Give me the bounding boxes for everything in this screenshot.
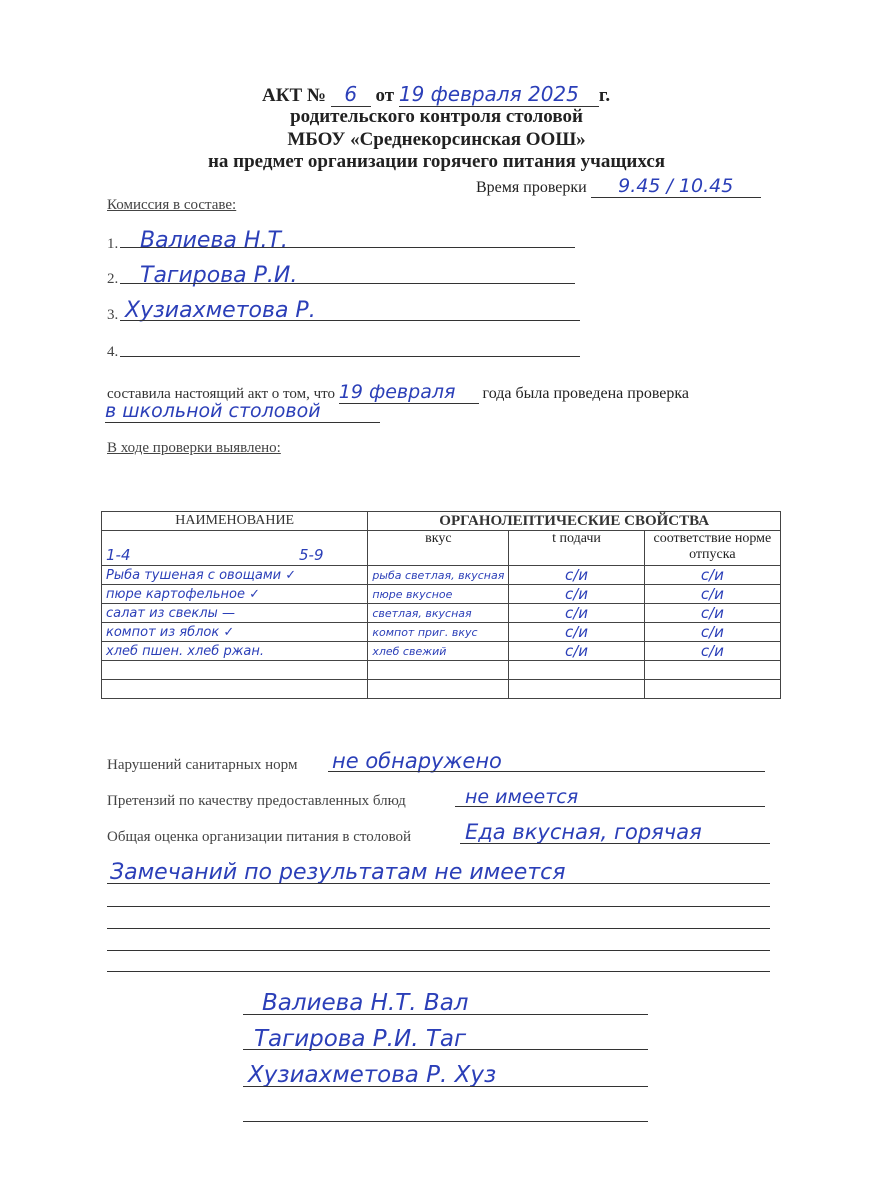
check-time-value: 9.45 / 10.45 xyxy=(591,175,761,198)
table-row xyxy=(102,623,781,642)
member-num-1: 1. xyxy=(107,236,119,252)
act-prefix: АКТ № xyxy=(262,85,327,106)
member-name-1: Валиева Н.Т. xyxy=(140,228,288,253)
col-name-header: НАИМЕНОВАНИЕ xyxy=(102,512,368,531)
statement-prefix: составила настоящий акт о том, что xyxy=(107,386,336,402)
col-taste-header: вкус xyxy=(368,531,509,566)
dish-name: компот из яблок ✓ xyxy=(102,623,368,642)
violations-value: не обнаружено xyxy=(332,749,502,773)
table-row xyxy=(102,680,781,699)
member-line-1 xyxy=(120,247,575,248)
dish-temp: с/и xyxy=(509,604,644,623)
member-num-4: 4. xyxy=(107,344,119,360)
dish-temp xyxy=(509,661,644,680)
member-line-4 xyxy=(120,356,580,357)
dish-taste: рыба светлая, вкусная xyxy=(368,566,509,585)
dish-taste xyxy=(368,680,509,699)
remarks-value: Замечаний по результатам не имеется xyxy=(110,860,566,885)
act-title-line xyxy=(262,82,610,107)
statement-date: 19 февраля xyxy=(339,381,479,404)
signature-line-4 xyxy=(243,1121,648,1122)
member-num-3: 3. xyxy=(107,307,119,323)
table-header-row xyxy=(102,512,781,531)
check-time xyxy=(476,175,761,198)
member-line-3 xyxy=(120,320,580,321)
member-name-2: Тагирова Р.И. xyxy=(140,263,298,288)
col-temp-header: t подачи xyxy=(509,531,644,566)
blank-line-3 xyxy=(107,950,770,951)
dish-norm: с/и xyxy=(644,604,780,623)
dish-name: Рыба тушеная с овощами ✓ xyxy=(102,566,368,585)
dish-name: салат из свеклы — xyxy=(102,604,368,623)
group-cell xyxy=(102,531,368,566)
check-time-label: Время проверки xyxy=(476,179,587,196)
act-number: 6 xyxy=(331,82,371,107)
claims-label: Претензий по качеству предоставленных блюд xyxy=(107,793,406,809)
dish-name: хлеб пшен. хлеб ржан. xyxy=(102,642,368,661)
dish-norm: с/и xyxy=(644,585,780,604)
dish-temp: с/и xyxy=(509,642,644,661)
act-suffix: г. xyxy=(598,85,611,106)
title-line-4: на предмет организации горячего питания учащихся xyxy=(207,151,666,172)
member-num-2: 2. xyxy=(107,271,119,287)
statement-suffix: года была проведена проверка xyxy=(482,385,690,402)
dish-temp xyxy=(509,680,644,699)
dish-norm: с/и xyxy=(644,642,780,661)
blank-line-4 xyxy=(107,971,770,972)
dish-norm xyxy=(644,661,780,680)
dish-taste: светлая, вкусная xyxy=(368,604,509,623)
table-row xyxy=(102,642,781,661)
dish-temp: с/и xyxy=(509,566,644,585)
statement-place: в школьной столовой xyxy=(105,400,380,423)
table-row xyxy=(102,661,781,680)
title-line-3: МБОУ «Среднекорсинская ООШ» xyxy=(287,129,586,150)
table-row xyxy=(102,604,781,623)
signature-line-2 xyxy=(243,1049,648,1050)
claims-line xyxy=(455,806,765,807)
signature-3: Хузиахметова Р. Хуз xyxy=(248,1062,497,1088)
title-line-2: родительского контроля столовой xyxy=(290,106,583,127)
claims-value: не имеется xyxy=(465,786,579,808)
signature-line-3 xyxy=(243,1086,648,1087)
member-name-3: Хузиахметова Р. xyxy=(125,298,316,323)
assessment-label: Общая оценка организации питания в столовой xyxy=(107,829,412,845)
dish-temp: с/и xyxy=(509,623,644,642)
dish-taste: хлеб свежий xyxy=(368,642,509,661)
found-label: В ходе проверки выявлено: xyxy=(107,440,281,456)
dish-temp: с/и xyxy=(509,585,644,604)
violations-label: Нарушений санитарных норм xyxy=(107,757,298,773)
signature-1: Валиева Н.Т. Вал xyxy=(262,990,469,1016)
table-subheader-row xyxy=(102,531,781,566)
assessment-value: Еда вкусная, горячая xyxy=(465,820,702,844)
table-row xyxy=(102,566,781,585)
organoleptic-table xyxy=(101,511,781,699)
dish-name xyxy=(102,680,368,699)
commission-label: Комиссия в составе: xyxy=(107,197,237,213)
dish-taste: пюре вкусное xyxy=(368,585,509,604)
member-line-2 xyxy=(120,283,575,284)
signature-line-1 xyxy=(243,1014,648,1015)
blank-line-2 xyxy=(107,928,770,929)
dish-norm: с/и xyxy=(644,566,780,585)
group-right: 5-9 xyxy=(299,546,324,564)
dish-name xyxy=(102,661,368,680)
dish-norm xyxy=(644,680,780,699)
violations-line xyxy=(328,771,765,772)
act-date: 19 февраля 2025 xyxy=(399,82,599,107)
dish-taste: компот приг. вкус xyxy=(368,623,509,642)
signature-2: Тагирова Р.И. Таг xyxy=(254,1026,467,1052)
remarks-line xyxy=(107,883,770,884)
dish-name: пюре картофельное ✓ xyxy=(102,585,368,604)
dish-norm: с/и xyxy=(644,623,780,642)
act-from: от xyxy=(375,85,395,106)
col-norm-header: соответствие норме отпуска xyxy=(644,531,780,566)
assessment-line xyxy=(460,843,770,844)
table-row xyxy=(102,585,781,604)
blank-line-1 xyxy=(107,906,770,907)
col-props-header: ОРГАНОЛЕПТИЧЕСКИЕ СВОЙСТВА xyxy=(368,512,781,531)
dish-taste xyxy=(368,661,509,680)
group-left: 1-4 xyxy=(106,546,131,564)
